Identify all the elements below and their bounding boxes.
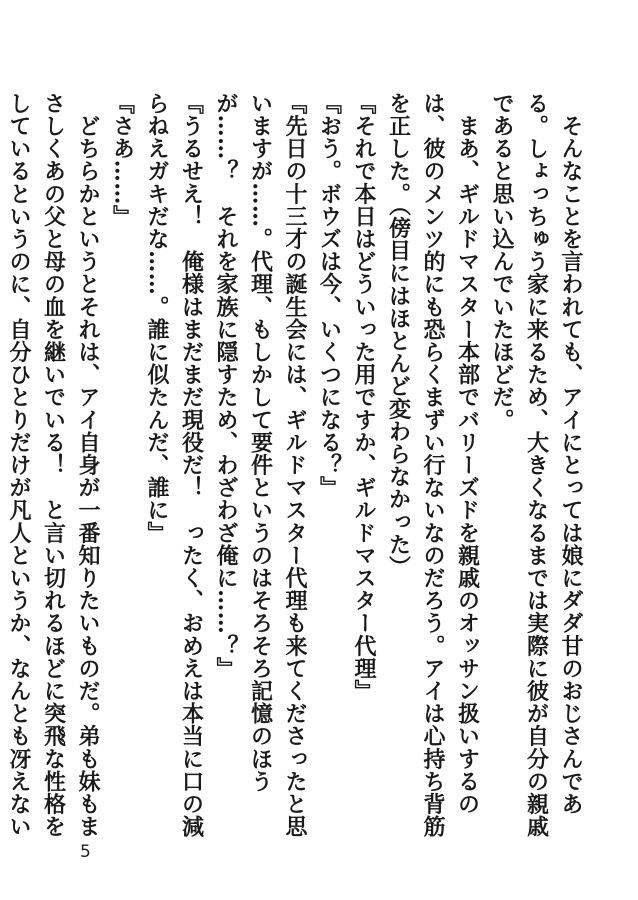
dialogue-line-4: 『うるせえ！ 俺様はまだまだ現役だ！ ったく、おめえは本当に口の減らねえガキだな……。誰に似たんだ、誰に』 — [144, 92, 205, 838]
page-number: 5 — [80, 842, 91, 862]
dialogue-line-5: 『さあ……』 — [109, 92, 136, 228]
dialogue-line-3: 『先日の十三才の誕生会には、ギルドマスター代理も来てくださったと思いますが……。代理、もしかして要件というのはそろそろ記憶のほうが……？ それを家族に隠すため、わざわざ俺に……？』 — [213, 92, 308, 838]
paragraph-2: まあ、ギルドマスター本部でバリーズドを親戚のオッサン扱いするのは、彼のメンツ的にも恐らくまずい行ないなのだろう。アイは心持ち背筋を正した。（傍目にはほとんど変わらなかった） — [385, 92, 481, 838]
paragraph-3: どちらかというとそれは、アイ自身が一番知りたいものだ。弟も妹もまさしくあの父と母の血を継いでいる！ と言い切れるほどに突飛な性格をしているというのに、自分ひとりだけが凡人というか、なんとも冴えない — [6, 92, 101, 838]
paragraph-1: そんなことを言われても、アイにとっては娘にダダ甘のおじさんである。しょっちゅう家に来るため、大きくなるまでは実際に彼が自分の親戚であると思い込んでいたほどだ。 — [489, 92, 584, 838]
vertical-text-body — [0, 92, 588, 852]
dialogue-line-2: 『おう。ボウズは今、いくつになる？』 — [316, 92, 343, 499]
dialogue-line-1: 『それで本日はどういった用ですか、ギルドマスター代理』 — [351, 92, 377, 703]
